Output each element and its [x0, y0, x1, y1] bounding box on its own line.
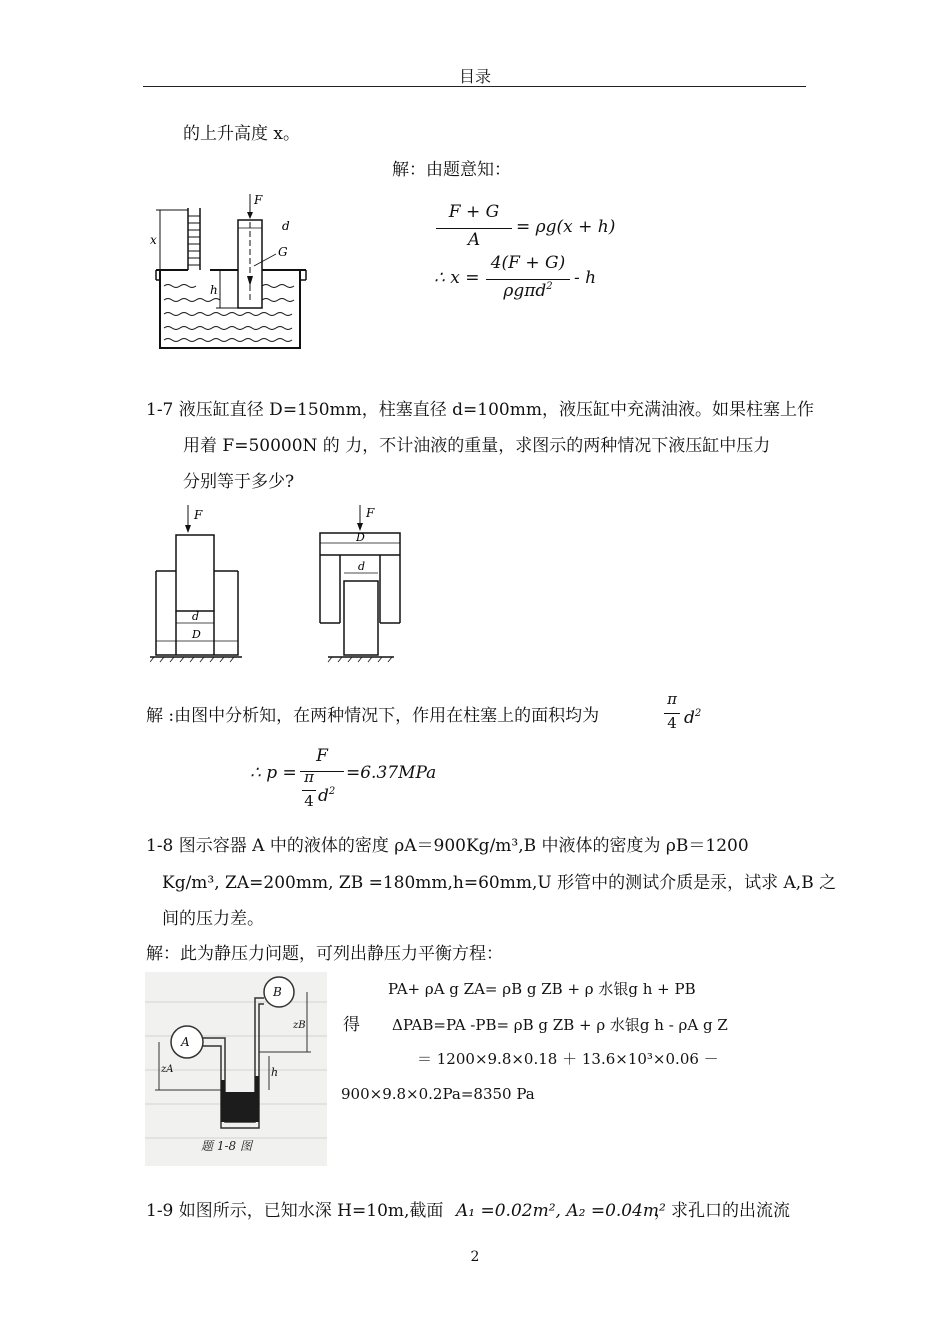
fig1-label-G: G — [278, 245, 288, 259]
problem-1-8-line3: 间的压力差。 — [162, 909, 264, 929]
fig17b-label-d: d — [358, 560, 366, 573]
area-frac-num: π — [667, 690, 677, 708]
fig18-label-zA: zA — [161, 1064, 174, 1075]
eq1-denominator: A — [467, 230, 481, 250]
page-number: 2 — [470, 1249, 480, 1265]
fig1-label-h: h — [210, 283, 218, 297]
pressure-den-d: $d^2$ — [318, 786, 336, 806]
problem-1-7-line3: 分别等于多少? — [183, 472, 295, 492]
pressure-result: =6.37MPa — [346, 763, 437, 783]
fig1-label-x: x — [150, 233, 157, 247]
eq-1-8-de: 得 — [343, 1015, 360, 1035]
fig17b-label-F: F — [366, 506, 375, 520]
pressure-den-bar — [302, 790, 316, 791]
eq1-numerator: F + G — [448, 202, 500, 222]
area-frac-den: 4 — [667, 714, 677, 732]
eq-1-8-balance: PA+ ρA g ZA= ρB g ZB + ρ 水银g h + PB — [388, 980, 696, 998]
pressure-num: F — [316, 746, 328, 766]
area-tail: $d^2$ — [684, 708, 702, 728]
problem-1-9-line1: 1-9 如图所示，已知水深 H=10m,截面 — [146, 1201, 444, 1221]
figure-plunger-case-a — [150, 505, 250, 663]
pressure-den-pi: π — [304, 768, 314, 786]
pressure-den-4: 4 — [304, 792, 314, 810]
problem-continuation: 的上升高度 x。 — [183, 124, 300, 144]
solution-1-7-text: 解 :由图中分析知，在两种情况下，作用在柱塞上的面积均为 — [146, 706, 600, 726]
fig17a-label-d: d — [192, 610, 200, 623]
fig17b-label-D: D — [356, 531, 365, 544]
figure-u-tube-manometer — [145, 972, 327, 1166]
solution-1-8-lead: 解：此为静压力问题，可列出静压力平衡方程： — [146, 944, 503, 964]
pressure-lhs: ∴ p = — [250, 763, 297, 783]
fig18-label-B: B — [273, 985, 282, 999]
solution-lead: 解：由题意知： — [392, 160, 511, 180]
problem-1-8-line1: 1-8 图示容器 A 中的液体的密度 ρA＝900Kg/m³,B 中液体的密度为 ρB＝1200 — [146, 836, 749, 856]
problem-1-7-line1: 1-7 液压缸直径 D=150mm，柱塞直径 d=100mm，液压缸中充满油液。如果柱塞上作 — [146, 400, 814, 420]
fig17a-label-F: F — [194, 508, 203, 522]
fig18-label-zB: zB — [293, 1020, 306, 1031]
eq1-rhs: = ρg(x + h) — [516, 217, 616, 237]
problem-1-9-tail: ，求孔口的出流流 — [654, 1201, 790, 1221]
eq2-lhs: ∴ x = — [434, 268, 480, 288]
problem-1-8-line2: Kg/m³, ZA=200mm, ZB =180mm,h=60mm,U 形管中的测试介质是汞，试求 A,B 之 — [162, 873, 837, 893]
fig18-label-h: h — [271, 1066, 279, 1079]
eq-1-8-substitution: ＝ 1200×9.8×0.18 ＋ 13.6×10³×0.06 － — [417, 1050, 719, 1068]
fig17a-label-D: D — [192, 628, 201, 641]
eq-1-8-delta: ΔPAB=PA -PB= ρB g ZB + ρ 水银g h - ρA g Z — [392, 1016, 728, 1034]
problem-1-7-line2: 用着 F=50000N 的 力，不计油液的重量，求图示的两种情况下液压缸中压力 — [183, 436, 771, 456]
eq1-fraction-bar — [436, 228, 512, 229]
figure-piston-tube — [150, 190, 310, 352]
eq2-denominator: ρgπd$^2$ — [503, 281, 553, 301]
figure-plunger-case-b — [314, 505, 414, 663]
page-header-title: 目录 — [458, 67, 491, 86]
eq2-numerator: 4(F + G) — [490, 253, 566, 273]
problem-1-9-areas: A₁ =0.02m², A₂ =0.04m² — [456, 1201, 666, 1221]
fig1-label-d: d — [282, 219, 290, 233]
eq-1-8-result: 900×9.8×0.2Pa=8350 Pa — [341, 1085, 535, 1103]
fig1-label-F: F — [254, 193, 263, 207]
eq2-fraction-bar — [486, 279, 570, 280]
header-rule — [143, 86, 806, 87]
fig18-caption: 题 1-8 图 — [201, 1139, 252, 1153]
eq2-tail: - h — [574, 268, 597, 288]
fig18-label-A: A — [181, 1035, 190, 1049]
